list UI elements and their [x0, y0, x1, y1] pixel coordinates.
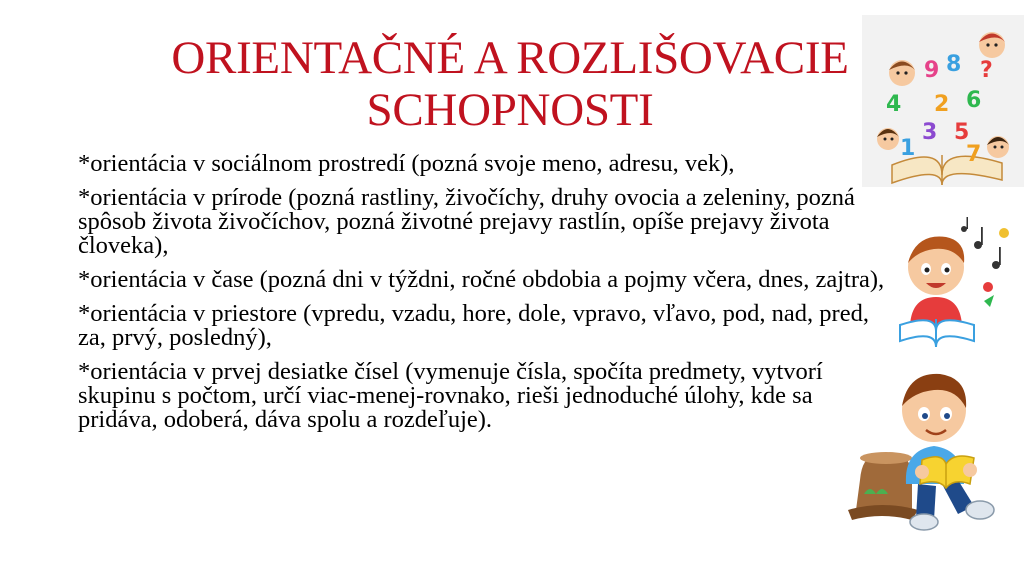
list-item: *orientácia v prvej desiatke čísel (vymenuje čísla, spočíta predmety, vytvorí skupinu s počtom, určí viac-menej-rovnako, rieši jednoduché úlohy, kde sa pridáva, odoberá, dáva spolu a rozdeľuje).	[78, 358, 823, 433]
child-face-icon	[979, 32, 1005, 58]
orientation-list	[78, 152, 898, 442]
slide-title-line-2: SCHOPNOSTI	[366, 84, 654, 136]
digit-8: 8	[946, 52, 962, 77]
digit-7: 7	[966, 142, 982, 167]
music-note-icon	[961, 217, 1001, 269]
digit-3: 3	[922, 120, 938, 145]
list-item: *orientácia v čase (pozná dni v týždni, ročné obdobia a pojmy včera, dnes, zajtra),	[78, 266, 885, 293]
question-mark: ?	[980, 58, 993, 83]
slide-title-line-1: ORIENTAČNÉ A ROZLIŠOVACIE	[171, 32, 849, 84]
digit-9: 9	[924, 58, 940, 83]
digit-6: 6	[966, 88, 982, 113]
list-item: *orientácia v sociálnom prostredí (pozná svoje meno, adresu, vek),	[78, 150, 735, 177]
list-item: *orientácia v prírode (pozná rastliny, živočíchy, druhy ovocia a zeleniny, pozná spôsob života živočíchov, pozná životné prejavy rastlín, opíše prejavy života človeka),	[78, 184, 855, 259]
child-face-icon	[877, 128, 899, 150]
list-item: *orientácia v priestore (vpredu, vzadu, hore, dole, vpravo, vľavo, pod, nad, pred, za, prvý, posledný),	[78, 300, 869, 351]
child-face-icon	[987, 136, 1009, 158]
slide-title	[120, 32, 900, 136]
digit-2: 2	[934, 92, 950, 117]
boy-reading-music-book-illustration	[888, 215, 1018, 355]
children-with-numbers-book-illustration	[862, 15, 1024, 187]
digit-1: 1	[900, 136, 916, 161]
child-face-icon	[889, 60, 915, 86]
digit-5: 5	[954, 120, 970, 145]
digit-4: 4	[886, 92, 902, 117]
boy-reading-book-illustration	[842, 360, 1012, 535]
